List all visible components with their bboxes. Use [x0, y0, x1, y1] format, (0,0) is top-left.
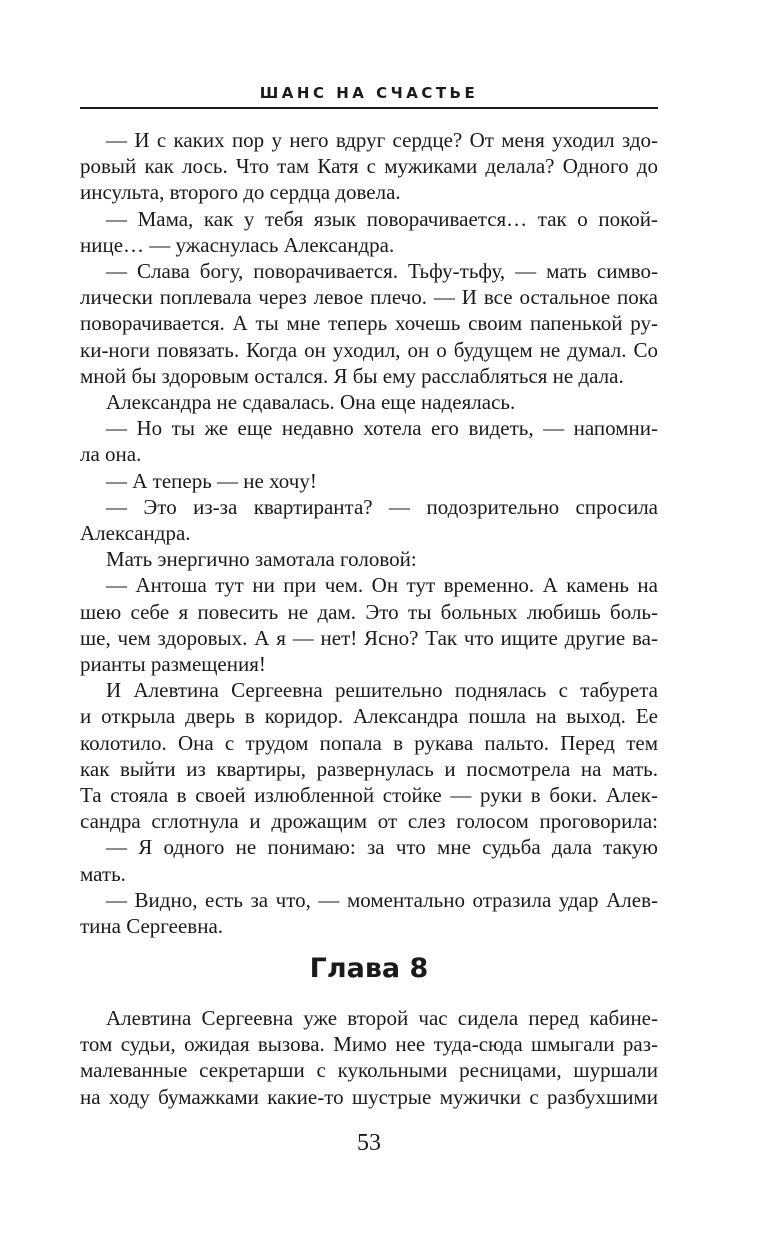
text-line: сандра сглотнула и дрожащим от слез голосом проговорила: [80, 809, 658, 834]
header-rule [80, 107, 658, 109]
text-line: Александра. [80, 521, 191, 546]
text-line: рианты размещения! [80, 652, 266, 677]
text-line: ше, чем здоровых. А я — нет! Ясно? Так что ищите другие ва- [80, 625, 658, 650]
text-line: ла она. [80, 442, 142, 467]
running-head: ШАНС НА СЧАСТЬЕ [259, 84, 479, 102]
text-line: поворачивается. А ты мне теперь хочешь своим папенькой ру- [80, 311, 658, 336]
body-text-block [80, 1005, 658, 1110]
text-line: как выйти из квартиры, развернулась и посмотрела на мать. [80, 756, 658, 781]
text-line: — И с каких пор у него вдруг сердце? От меня уходил здо- [106, 128, 658, 152]
text-line: мать. [80, 861, 126, 886]
body-text-block [80, 127, 658, 939]
text-line: инсульта, второго до сердца довела. [80, 180, 401, 205]
text-line: и открыла дверь в коридор. Александра пошла на выход. Ее [80, 704, 658, 729]
text-line: тина Сергеевна. [80, 914, 224, 939]
text-line: И Алевтина Сергеевна решительно поднялась с табурета [106, 678, 658, 703]
text-line: мной бы здоровым остался. Я бы ему расслабляться не дала. [80, 363, 624, 388]
text-line: колотило. Она с трудом попала в рукава пальто. Перед тем [80, 730, 658, 755]
text-line: — Это из-за квартиранта? — подозрительно спросила [106, 494, 658, 519]
text-line: — А теперь — не хочу! [106, 468, 317, 493]
text-line: на ходу бумажками какие-то шустрые мужички с разбухшими [80, 1084, 658, 1109]
text-line: шею себе я повесить не дам. Это ты больных любишь боль- [80, 599, 658, 624]
text-line: Алевтина Сергеевна уже второй час сидела перед кабине- [106, 1006, 658, 1030]
text-line: ровый как лось. Что там Катя с мужиками делала? Одного до [80, 154, 658, 179]
text-line: лически поплевала через левое плечо. — И все остальное пока [80, 285, 658, 310]
text-line: — Видно, есть за что, — моментально отразила удар Алев- [106, 887, 658, 912]
text-line: — Антоша тут ни при чем. Он тут временно. А камень на [106, 573, 658, 598]
chapter-heading: Глава 8 [309, 953, 429, 984]
text-line: Мать энергично замотала головой: [106, 547, 417, 572]
text-line: Та стояла в своей излюбленной стойке — руки в боки. Алек- [80, 783, 658, 808]
text-line: — Мама, как у тебя язык поворачивается… так о покой- [106, 206, 658, 231]
text-line: — Но ты же еще недавно хотела его видеть, — напомни- [106, 416, 658, 441]
page-number: 53 [357, 1130, 381, 1156]
text-line: Александра не сдавалась. Она еще надеялась. [106, 390, 516, 415]
text-line: ки-ноги повязать. Когда он уходил, он о будущем не думал. Со [80, 337, 658, 362]
text-line: нице… — ужаснулась Александра. [80, 232, 395, 257]
text-line: том судьи, ожидая вызова. Мимо нее туда-сюда шмыгали раз- [80, 1032, 658, 1057]
text-line: — Слава богу, поворачивается. Тьфу-тьфу, — мать симво- [106, 259, 658, 284]
text-line: малеванные секретарши с кукольными ресницами, шуршали [80, 1058, 658, 1083]
text-line: — Я одного не понимаю: за что мне судьба дала такую [106, 835, 658, 860]
